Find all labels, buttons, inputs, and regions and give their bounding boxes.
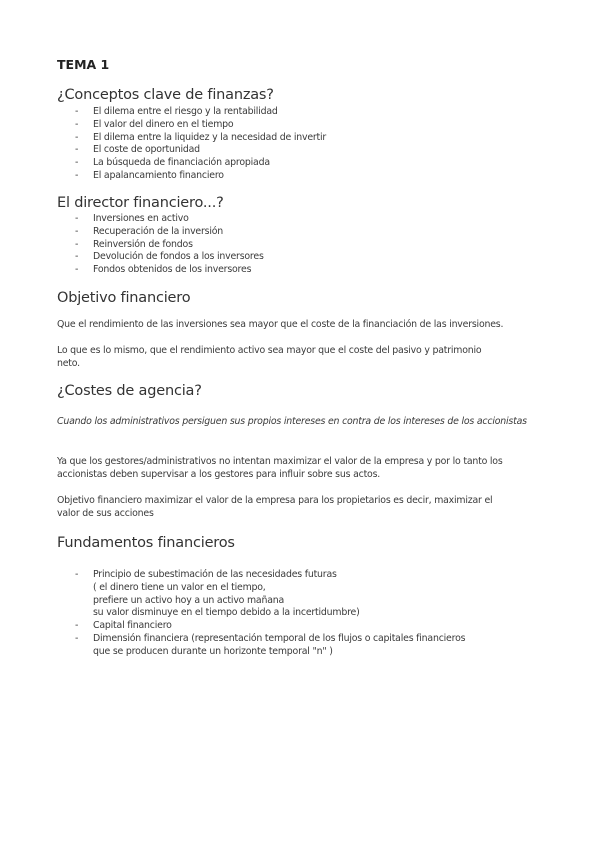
list-item-line: que se producen durante un horizonte temporal "n" ) [93,645,333,657]
list-item-line: prefiere un activo hoy a un activo mañana [93,594,285,606]
document-title: TEMA 1 [57,57,110,72]
list-item: - Reinversión de fondos [57,239,537,252]
list-item: - El dilema entre el riesgo y la rentabilidad [57,106,537,119]
paragraph: Ya que los gestores/administrativos no intentan maximizar el valor de la empresa y por lo tanto los accionistas deben supervisar a los gestores para influir sobre sus actos. [57,456,503,480]
italic-definition: Cuando los administrativos persiguen sus propios intereses en contra de los intereses de los accionistas [57,416,527,427]
list-item: - El dilema entre la liquidez y la necesidad de invertir [57,132,537,145]
list-item [57,620,557,633]
bullet-list [57,213,537,277]
paragraph: Que el rendimiento de las inversiones sea mayor que el coste de la financiación de las inversiones. [57,319,504,330]
bullet-list [57,569,557,659]
list-item-line: - Principio de subestimación de las necesidades futuras [93,569,337,580]
list-item: - El coste de oportunidad [57,144,537,157]
paragraph: Lo que es lo mismo, que el rendimiento activo sea mayor que el coste del pasivo y patrimonio neto. [57,345,482,369]
list-item: - Fondos obtenidos de los inversores [57,264,537,277]
section-heading: ¿Conceptos clave de finanzas? [57,87,274,103]
list-item: - Devolución de fondos a los inversores [57,251,537,264]
list-item: - La búsqueda de financiación apropiada [57,157,537,170]
bullet-list [57,106,537,183]
section-heading: ¿Costes de agencia? [57,383,202,399]
list-item-line: - Capital financiero [93,620,172,632]
list-item [57,569,557,620]
list-item: - Inversiones en activo [57,213,537,226]
section-heading: El director financiero...? [57,195,224,211]
list-item: - El valor del dinero en el tiempo [57,119,537,132]
list-item: - El apalancamiento financiero [57,170,537,183]
section-heading: Fundamentos financieros [57,535,235,551]
list-item-line: su valor disminuye en el tiempo debido a la incertidumbre) [93,607,360,619]
paragraph: Objetivo financiero maximizar el valor de la empresa para los propietarios es decir, maximizar el valor de sus acciones [57,495,493,519]
list-item-line: - Dimensión financiera (representación temporal de los flujos o capitales financieros [93,632,466,644]
list-item-line: ( el dinero tiene un valor en el tiempo, [93,581,266,593]
list-item [57,633,557,659]
list-item: - Recuperación de la inversión [57,226,537,239]
section-heading: Objetivo financiero [57,290,191,306]
